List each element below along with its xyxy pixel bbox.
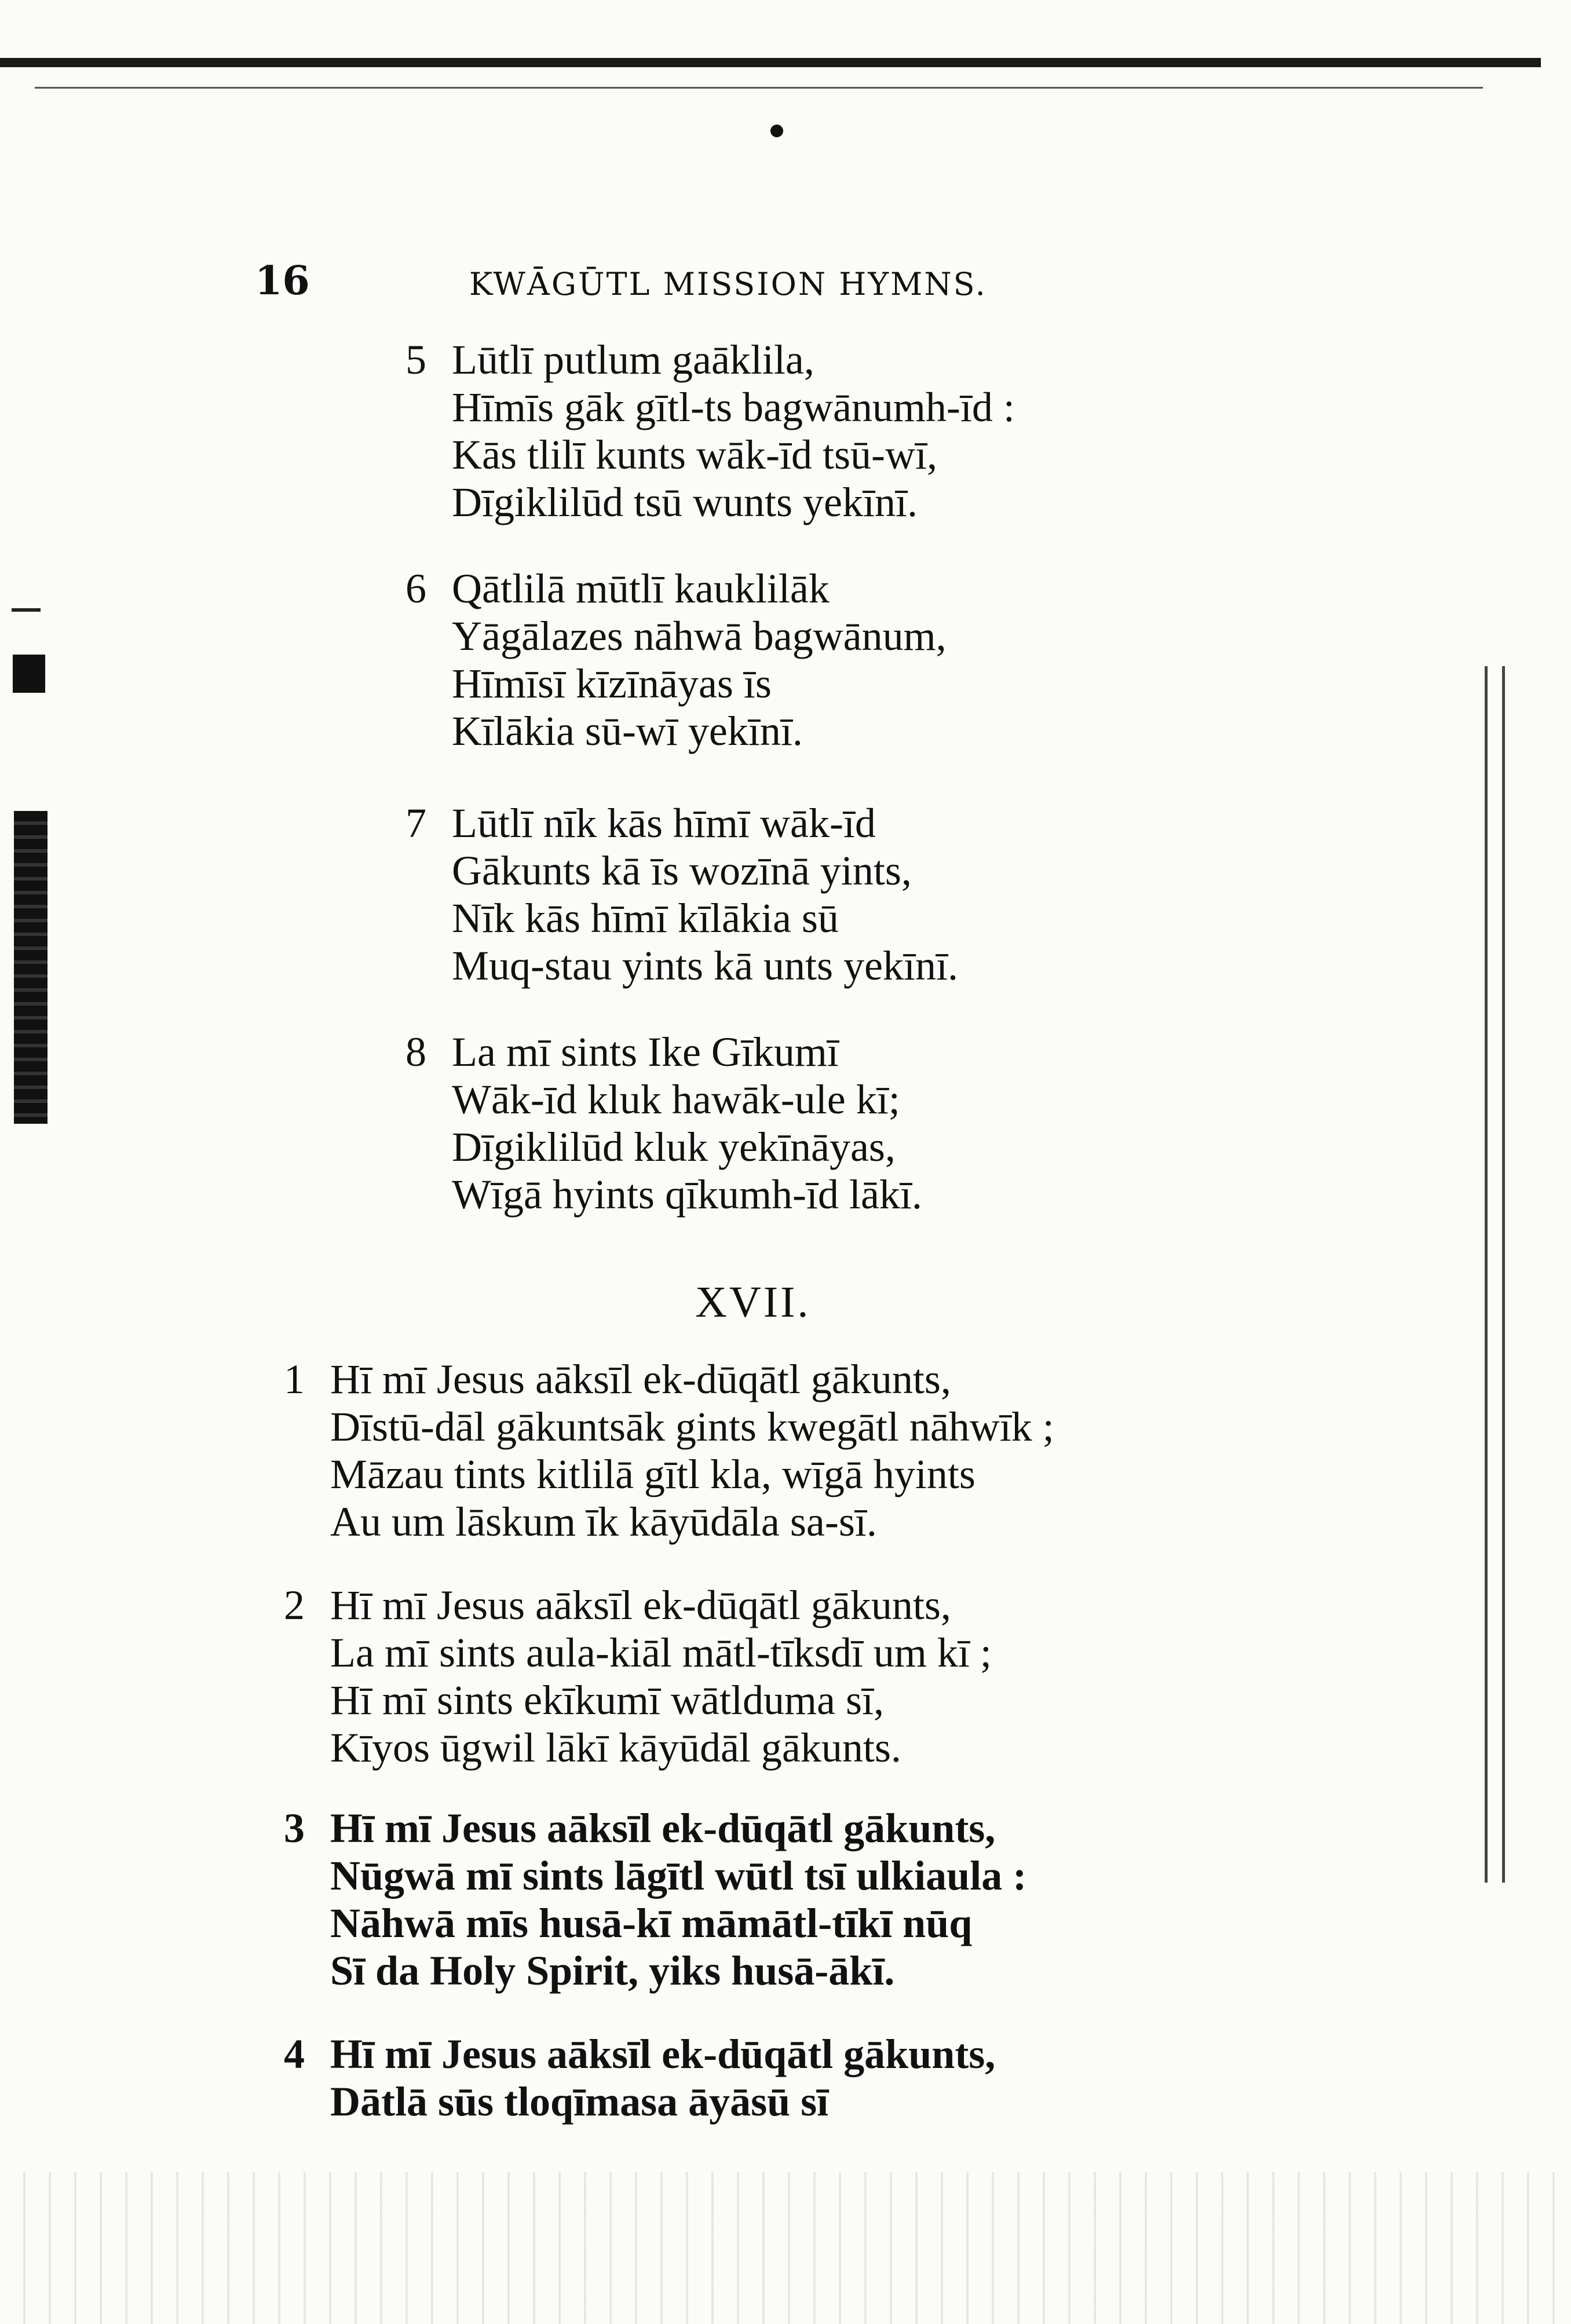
stanza-line: Hīmīs gāk gītl-ts bagwānumh-īd : bbox=[452, 384, 1015, 430]
stanza-number: 2 bbox=[284, 1582, 305, 1628]
stanza-line: Lūtlī nīk kās hīmī wāk-īd bbox=[452, 800, 876, 846]
binding-thread bbox=[1480, 666, 1515, 1883]
stanza-number: 5 bbox=[405, 337, 426, 383]
stanza-line: Nīk kās hīmī kīlākia sū bbox=[452, 895, 839, 941]
stanza-5 bbox=[405, 336, 1015, 526]
stanza-8 bbox=[405, 1028, 922, 1218]
top-thin-rule bbox=[35, 87, 1483, 89]
left-margin-marks bbox=[0, 568, 64, 1147]
stanza-line: Dīstū-dāl gākuntsāk gints kwegātl nāhwīk ; bbox=[330, 1404, 1054, 1450]
stanza-number: 6 bbox=[405, 565, 426, 612]
stanza-line: Hī mī Jesus aāksīl ek-dūqātl gākunts, bbox=[330, 1805, 996, 1851]
margin-dash bbox=[12, 608, 41, 612]
bottom-print-noise bbox=[0, 2172, 1571, 2324]
stanza-line: Dīgiklilūd tsū wunts yekīnī. bbox=[452, 479, 918, 525]
stanza-line: Hī mī sints ekīkumī wātlduma sī, bbox=[330, 1677, 884, 1723]
stanza-line: Au um lāskum īk kāyūdāla sa-sī. bbox=[330, 1499, 877, 1545]
running-title: KWĀGŪTL MISSION HYMNS. bbox=[469, 266, 987, 302]
stanza-line: Kīlākia sū-wī yekīnī. bbox=[452, 708, 803, 754]
page-header bbox=[255, 258, 1298, 310]
stanza-6 bbox=[405, 565, 947, 755]
stanza-line: Hī mī Jesus aāksīl ek-dūqātl gākunts, bbox=[330, 1582, 951, 1628]
hymn-xvii-stanza-3 bbox=[284, 1804, 1026, 1994]
stanza-number: 7 bbox=[405, 800, 426, 846]
ink-dot bbox=[770, 125, 783, 137]
stanza-number: 3 bbox=[284, 1805, 305, 1851]
hymn-xvii-stanza-4 bbox=[284, 2030, 995, 2125]
stanza-line: Nāhwā mīs husā-kī māmātl-tīkī nūq bbox=[330, 1900, 973, 1946]
stanza-number: 8 bbox=[405, 1029, 426, 1075]
stanza-line: Gākunts kā īs wozīnā yints, bbox=[452, 847, 912, 894]
stanza-number: 4 bbox=[284, 2031, 305, 2077]
stanza-line: Sī da Holy Spirit, yiks husā-ākī. bbox=[330, 1947, 895, 1994]
margin-block bbox=[13, 655, 45, 693]
thread-line-right bbox=[1502, 666, 1505, 1883]
stanza-line: Wīgā hyints qīkumh-īd lākī. bbox=[452, 1171, 922, 1218]
stanza-line: Māzau tints kitlilā gītl kla, wīgā hyints bbox=[330, 1451, 976, 1497]
stanza-number: 1 bbox=[284, 1356, 305, 1402]
stanza-line: Lūtlī putlum gaāklila, bbox=[452, 337, 814, 383]
stanza-line: Wāk-īd kluk hawāk-ule kī; bbox=[452, 1076, 900, 1123]
hymn-xvii-stanza-2 bbox=[284, 1581, 992, 1771]
stanza-7 bbox=[405, 799, 958, 989]
stanza-line: Yāgālazes nāhwā bagwānum, bbox=[452, 613, 947, 659]
stanza-line: Kīyos ūgwil lākī kāyūdāl gākunts. bbox=[330, 1724, 901, 1771]
stanza-line: Nūgwā mī sints lāgītl wūtl tsī ulkiaula : bbox=[330, 1852, 1027, 1899]
thread-line-left bbox=[1485, 666, 1488, 1883]
stanza-line: La mī sints Ike Gīkumī bbox=[452, 1029, 839, 1075]
stanza-line: Muq-stau yints kā unts yekīnī. bbox=[452, 942, 958, 989]
stanza-line: Kās tlilī kunts wāk-īd tsū-wī, bbox=[452, 432, 937, 478]
stanza-line: Qātlilā mūtlī kauklilāk bbox=[452, 565, 830, 612]
stanza-line: Hī mī Jesus aāksīl ek-dūqātl gākunts, bbox=[330, 2031, 996, 2077]
page-number: 16 bbox=[255, 258, 310, 304]
stanza-line: Dīgiklilūd kluk yekīnāyas, bbox=[452, 1124, 896, 1170]
hymn-heading: XVII. bbox=[695, 1278, 811, 1327]
stanza-line: Hīmīsī kīzīnāyas īs bbox=[452, 660, 772, 707]
top-border-rule bbox=[0, 58, 1541, 67]
stanza-line: La mī sints aula-kiāl mātl-tīksdī um kī ; bbox=[330, 1629, 992, 1676]
margin-binding-strip bbox=[14, 811, 48, 1124]
stanza-line: Hī mī Jesus aāksīl ek-dūqātl gākunts, bbox=[330, 1356, 951, 1402]
stanza-line: Dātlā sūs tloqīmasa āyāsū sī bbox=[330, 2078, 829, 2125]
hymn-xvii-stanza-1 bbox=[284, 1355, 1054, 1545]
